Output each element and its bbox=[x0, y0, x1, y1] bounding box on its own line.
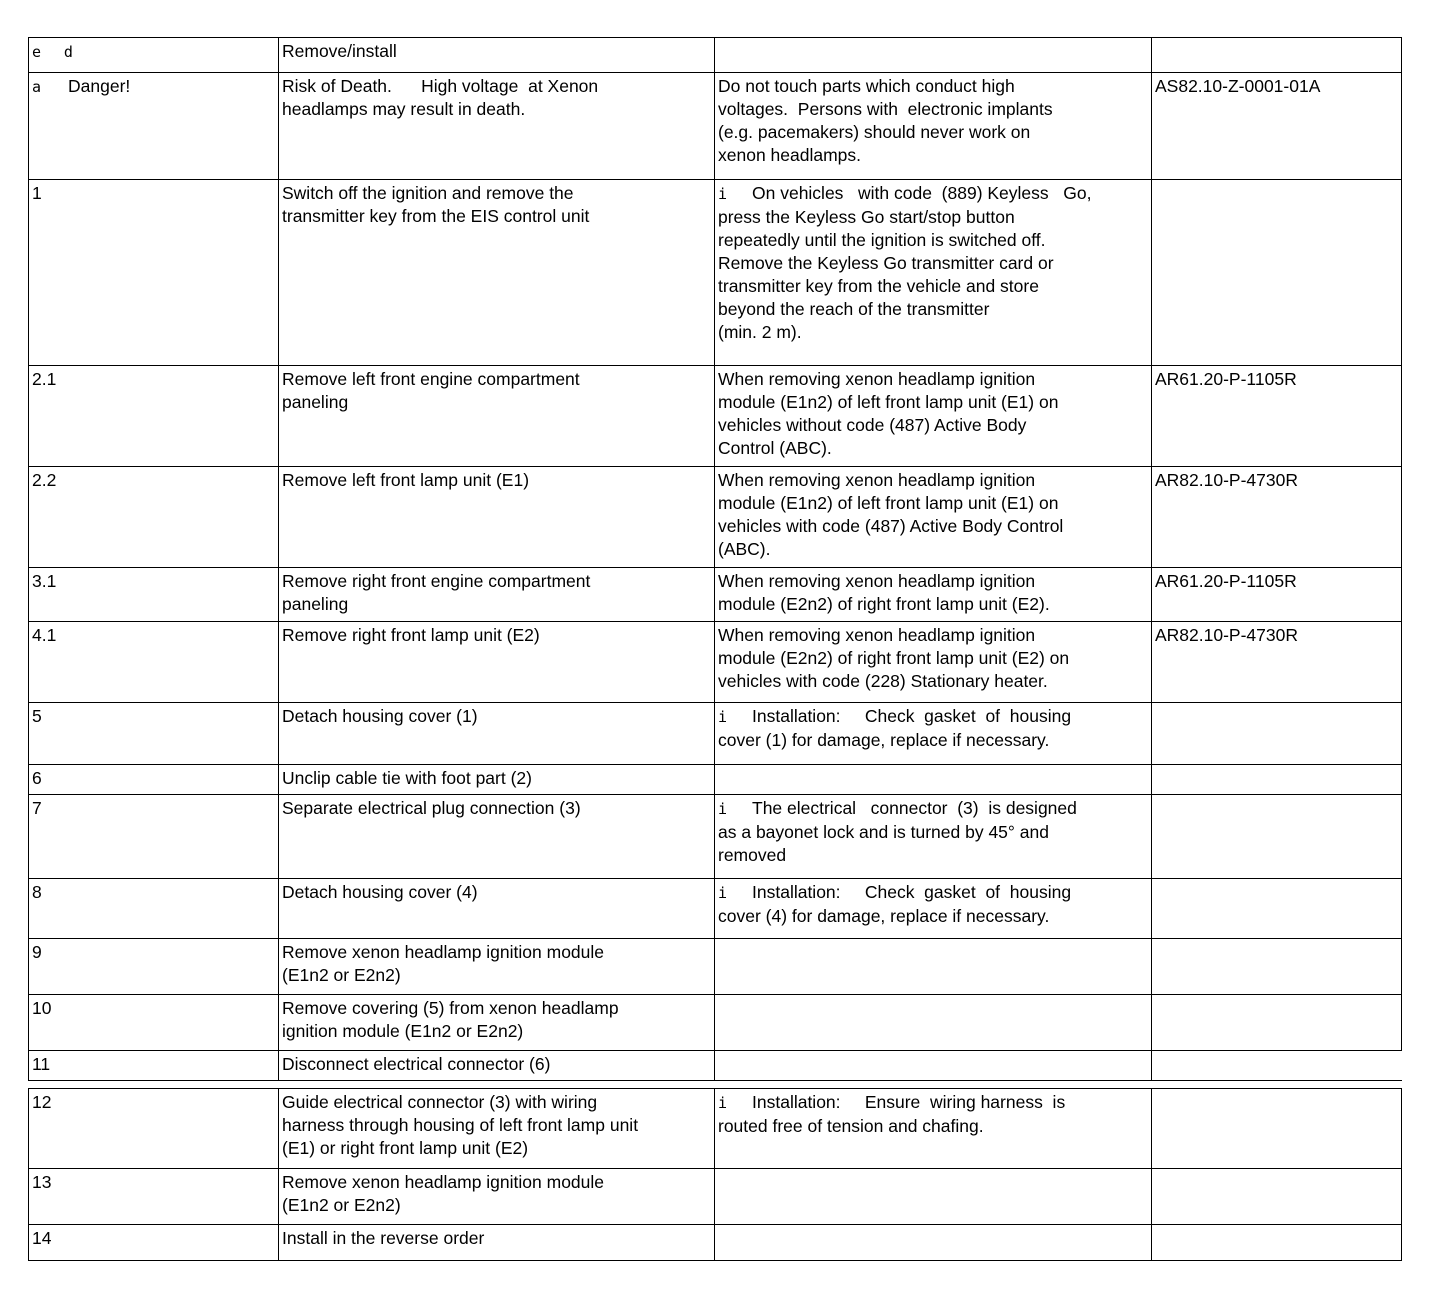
step-action-line: Remove covering (5) from xenon headlamp bbox=[282, 998, 619, 1018]
step-number: 6 bbox=[29, 765, 279, 795]
step-number: 7 bbox=[29, 795, 279, 879]
step-action-line: Disconnect electrical connector (6) bbox=[282, 1054, 551, 1074]
step-action bbox=[279, 568, 715, 622]
step-note-text: The electrical connector (3) is designed bbox=[752, 798, 1077, 818]
step-row bbox=[29, 622, 1402, 703]
info-icon: i bbox=[718, 800, 728, 818]
step-row bbox=[29, 180, 1402, 366]
step-row bbox=[29, 879, 1402, 939]
step-note-line bbox=[718, 705, 1148, 729]
step-row bbox=[29, 1089, 1402, 1169]
step-reference bbox=[1152, 765, 1402, 795]
step-note-line: routed free of tension and chafing. bbox=[718, 1116, 984, 1136]
step-note-line: cover (1) for damage, replace if necessary. bbox=[718, 730, 1050, 750]
step-note-line: module (E2n2) of right front lamp unit (E2) on bbox=[718, 648, 1070, 668]
step-number: 1 bbox=[29, 180, 279, 366]
info-symbol-d: d bbox=[63, 43, 73, 61]
step-note-line: vehicles with code (228) Stationary heater. bbox=[718, 671, 1048, 691]
step-note bbox=[715, 1089, 1152, 1169]
danger-risk-line: Risk of Death. High voltage at Xenon bbox=[282, 76, 599, 96]
step-row bbox=[29, 795, 1402, 879]
step-action-line: (E1) or right front lamp unit (E2) bbox=[282, 1138, 529, 1158]
step-number: 2.1 bbox=[29, 366, 279, 467]
step-note-line: When removing xenon headlamp ignition bbox=[718, 470, 1036, 490]
step-action-line: Remove xenon headlamp ignition module bbox=[282, 1172, 605, 1192]
step-note-line: beyond the reach of the transmitter bbox=[718, 299, 990, 319]
step-reference: AR61.20-P-1105R bbox=[1152, 568, 1402, 622]
step-reference bbox=[1152, 180, 1402, 366]
step-note bbox=[715, 366, 1152, 467]
step-reference: AR82.10-P-4730R bbox=[1152, 622, 1402, 703]
step-reference: AR61.20-P-1105R bbox=[1152, 366, 1402, 467]
step-number: 13 bbox=[29, 1169, 279, 1225]
step-reference bbox=[1152, 1089, 1402, 1169]
step-action-line: Remove left front engine compartment bbox=[282, 369, 580, 389]
step-note bbox=[715, 703, 1152, 765]
step-row bbox=[29, 1225, 1402, 1261]
step-note bbox=[715, 1225, 1152, 1261]
step-note-line: When removing xenon headlamp ignition bbox=[718, 571, 1036, 591]
step-note bbox=[715, 467, 1152, 568]
info-icon: i bbox=[718, 708, 728, 726]
step-number: 14 bbox=[29, 1225, 279, 1261]
step-note-line: Control (ABC). bbox=[718, 438, 832, 458]
step-note-line bbox=[718, 1091, 1148, 1115]
step-note bbox=[715, 879, 1152, 939]
step-note-text: Installation: Check gasket of housing bbox=[752, 706, 1072, 726]
step-number: 4.1 bbox=[29, 622, 279, 703]
step-action bbox=[279, 1225, 715, 1261]
step-number: 8 bbox=[29, 879, 279, 939]
step-action bbox=[279, 1051, 715, 1081]
danger-label-cell bbox=[29, 73, 279, 180]
procedure-table-part-2 bbox=[28, 1088, 1402, 1261]
step-note-text: Installation: Check gasket of housing bbox=[752, 882, 1072, 902]
step-row bbox=[29, 568, 1402, 622]
step-reference: AR82.10-P-4730R bbox=[1152, 467, 1402, 568]
step-note-line: as a bayonet lock and is turned by 45° and bbox=[718, 822, 1049, 842]
step-action bbox=[279, 622, 715, 703]
step-action bbox=[279, 765, 715, 795]
step-action bbox=[279, 1089, 715, 1169]
step-note bbox=[715, 568, 1152, 622]
step-action-line: (E1n2 or E2n2) bbox=[282, 965, 401, 985]
step-number: 9 bbox=[29, 939, 279, 995]
step-number: 3.1 bbox=[29, 568, 279, 622]
step-action-line: Guide electrical connector (3) with wiring bbox=[282, 1092, 598, 1112]
step-note-line bbox=[718, 182, 1148, 206]
step-action-line: Remove xenon headlamp ignition module bbox=[282, 942, 605, 962]
step-action bbox=[279, 1169, 715, 1225]
step-note-line: vehicles with code (487) Active Body Control bbox=[718, 516, 1064, 536]
step-note-text: Installation: Ensure wiring harness is bbox=[752, 1092, 1066, 1112]
step-action bbox=[279, 180, 715, 366]
step-action bbox=[279, 939, 715, 995]
danger-risk-cell bbox=[279, 73, 715, 180]
step-number: 11 bbox=[29, 1051, 279, 1081]
step-note bbox=[715, 939, 1152, 995]
step-action-line: Detach housing cover (4) bbox=[282, 882, 478, 902]
step-note-line: cover (4) for damage, replace if necessary. bbox=[718, 906, 1050, 926]
step-action-line: (E1n2 or E2n2) bbox=[282, 1195, 401, 1215]
step-action bbox=[279, 703, 715, 765]
step-note-line bbox=[718, 881, 1148, 905]
danger-row bbox=[29, 73, 1402, 180]
step-note-line: vehicles without code (487) Active Body bbox=[718, 415, 1027, 435]
info-icon: i bbox=[718, 1094, 728, 1112]
step-action-line: Remove right front lamp unit (E2) bbox=[282, 625, 540, 645]
step-action bbox=[279, 879, 715, 939]
step-note-line: transmitter key from the vehicle and store bbox=[718, 276, 1039, 296]
step-reference bbox=[1152, 795, 1402, 879]
step-note-line: (min. 2 m). bbox=[718, 322, 802, 342]
danger-note-line: Do not touch parts which conduct high bbox=[718, 76, 1015, 96]
step-number: 5 bbox=[29, 703, 279, 765]
step-reference bbox=[1152, 879, 1402, 939]
step-action-line: transmitter key from the EIS control unit bbox=[282, 206, 590, 226]
step-action bbox=[279, 795, 715, 879]
step-note-line: When removing xenon headlamp ignition bbox=[718, 369, 1036, 389]
step-note bbox=[715, 1051, 1152, 1081]
step-action-line: Separate electrical plug connection (3) bbox=[282, 798, 581, 818]
step-action-line: Switch off the ignition and remove the bbox=[282, 183, 574, 203]
step-note-line: Remove the Keyless Go transmitter card or bbox=[718, 253, 1054, 273]
step-note bbox=[715, 765, 1152, 795]
step-action bbox=[279, 366, 715, 467]
step-note-line: module (E1n2) of left front lamp unit (E1) on bbox=[718, 392, 1059, 412]
danger-note-line: xenon headlamps. bbox=[718, 145, 862, 165]
step-row bbox=[29, 995, 1402, 1051]
danger-label: Danger! bbox=[68, 76, 131, 96]
header-row bbox=[29, 38, 1402, 73]
step-note bbox=[715, 180, 1152, 366]
step-note-line: removed bbox=[718, 845, 787, 865]
step-row bbox=[29, 467, 1402, 568]
step-note bbox=[715, 1169, 1152, 1225]
step-action-line: Remove right front engine compartment bbox=[282, 571, 591, 591]
step-number: 10 bbox=[29, 995, 279, 1051]
step-reference bbox=[1152, 939, 1402, 995]
step-note-line: repeatedly until the ignition is switched off. bbox=[718, 230, 1046, 250]
step-reference bbox=[1152, 1051, 1402, 1081]
header-ref-cell bbox=[1152, 38, 1402, 73]
danger-note-cell bbox=[715, 73, 1152, 180]
danger-reference: AS82.10-Z-0001-01A bbox=[1152, 73, 1402, 180]
step-reference bbox=[1152, 1225, 1402, 1261]
step-row bbox=[29, 366, 1402, 467]
step-row bbox=[29, 765, 1402, 795]
info-symbol-e: e bbox=[32, 43, 42, 61]
danger-note-line: (e.g. pacemakers) should never work on bbox=[718, 122, 1031, 142]
step-row bbox=[29, 1169, 1402, 1225]
step-action-line: paneling bbox=[282, 594, 349, 614]
step-number: 2.2 bbox=[29, 467, 279, 568]
step-action bbox=[279, 995, 715, 1051]
step-note bbox=[715, 995, 1152, 1051]
step-number: 12 bbox=[29, 1089, 279, 1169]
step-note-line: (ABC). bbox=[718, 539, 771, 559]
danger-risk-line: headlamps may result in death. bbox=[282, 99, 526, 119]
step-action-line: Unclip cable tie with foot part (2) bbox=[282, 768, 532, 788]
step-action-line: Install in the reverse order bbox=[282, 1228, 485, 1248]
step-note-line bbox=[718, 797, 1148, 821]
header-symbols-cell bbox=[29, 38, 279, 73]
header-note-cell bbox=[715, 38, 1152, 73]
step-action-line: Remove left front lamp unit (E1) bbox=[282, 470, 530, 490]
step-action-line: paneling bbox=[282, 392, 349, 412]
step-row bbox=[29, 1051, 1402, 1081]
step-reference bbox=[1152, 703, 1402, 765]
step-note-text: On vehicles with code (889) Keyless Go, bbox=[752, 183, 1092, 203]
danger-icon: a bbox=[32, 78, 42, 96]
step-action-line: Detach housing cover (1) bbox=[282, 706, 478, 726]
info-icon: i bbox=[718, 884, 728, 902]
step-action-line: ignition module (E1n2 or E2n2) bbox=[282, 1021, 524, 1041]
step-note-line: module (E1n2) of left front lamp unit (E1) on bbox=[718, 493, 1059, 513]
step-row bbox=[29, 939, 1402, 995]
step-reference bbox=[1152, 995, 1402, 1051]
procedure-table-part-1 bbox=[28, 37, 1402, 1081]
step-note-line: press the Keyless Go start/stop button bbox=[718, 207, 1015, 227]
step-note-line: module (E2n2) of right front lamp unit (E2). bbox=[718, 594, 1050, 614]
danger-note-line: voltages. Persons with electronic implants bbox=[718, 99, 1053, 119]
step-note bbox=[715, 795, 1152, 879]
step-row bbox=[29, 703, 1402, 765]
step-action-line: harness through housing of left front lamp unit bbox=[282, 1115, 639, 1135]
info-icon: i bbox=[718, 185, 728, 203]
step-note bbox=[715, 622, 1152, 703]
header-title: Remove/install bbox=[279, 38, 715, 73]
step-reference bbox=[1152, 1169, 1402, 1225]
step-action bbox=[279, 467, 715, 568]
step-note-line: When removing xenon headlamp ignition bbox=[718, 625, 1036, 645]
